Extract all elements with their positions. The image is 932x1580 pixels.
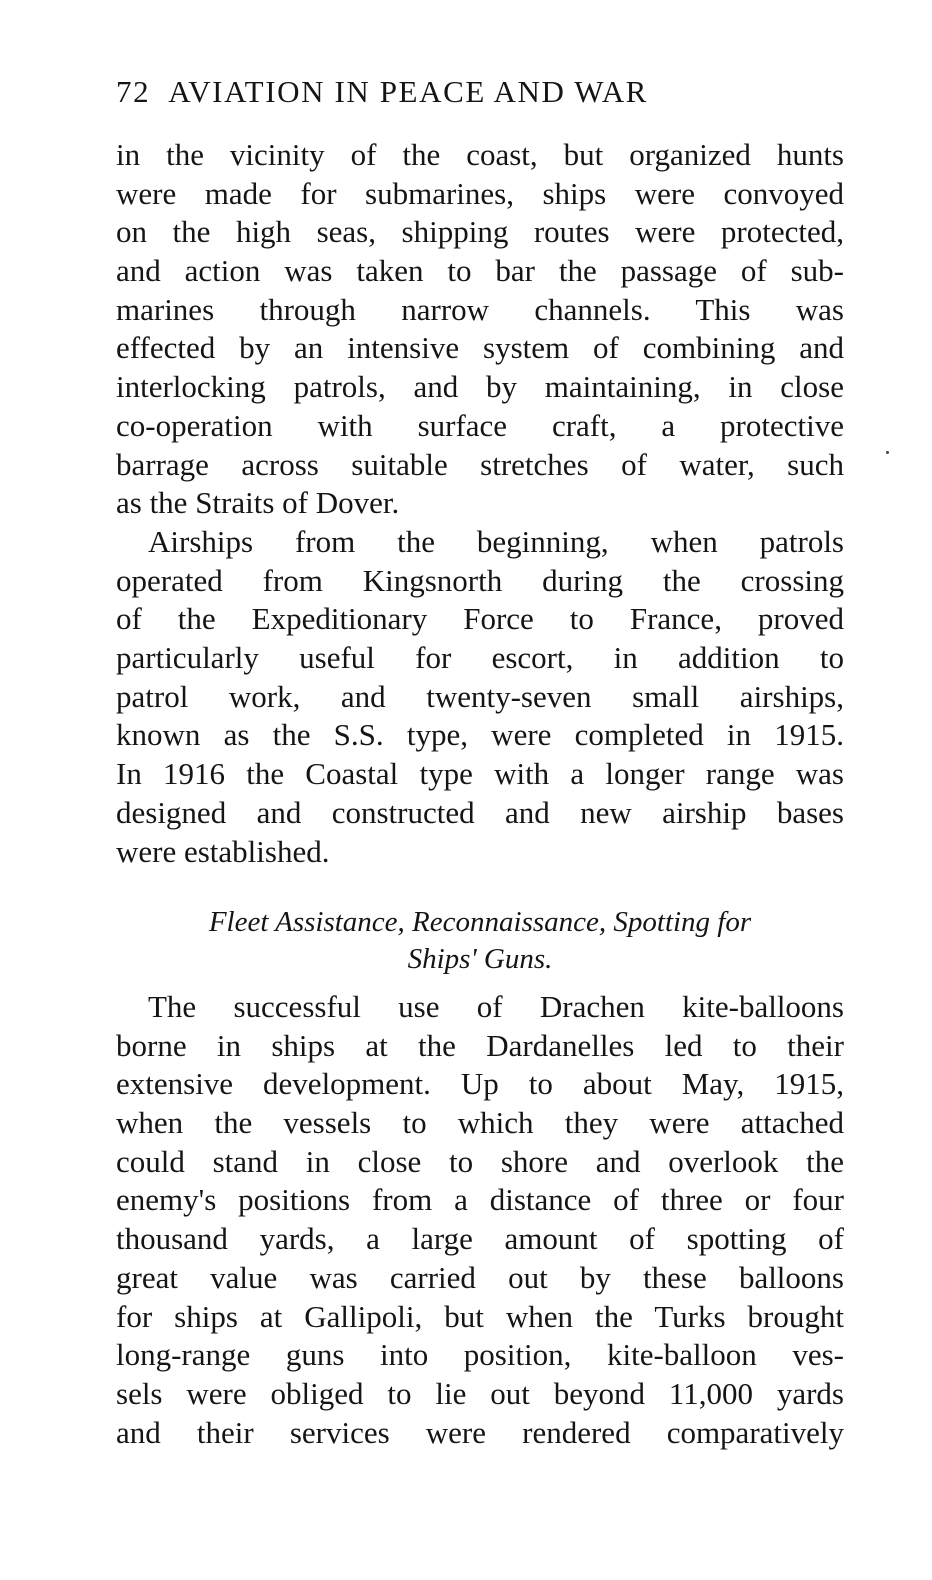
text-line: in the vicinity of the coast, but organized hunts (116, 137, 844, 172)
text-line: co-operation with surface craft, a protective (116, 407, 844, 443)
text-line: interlocking patrols, and by maintaining, in close (116, 369, 844, 405)
paragraph-3 (116, 988, 844, 1452)
section-heading (116, 904, 844, 978)
text-line: The successful use of Drachen kite-balloons (148, 989, 844, 1024)
text-line: extensive development. Up to about May, 1915, (116, 1066, 844, 1102)
text-line: known as the S.S. type, were completed in 1915. (116, 717, 844, 753)
text-line: designed and constructed and new airship bases (116, 794, 844, 830)
text-line: could stand in close to shore and overlook the (116, 1143, 844, 1179)
text-line: were established. (116, 833, 330, 869)
text-line: on the high seas, shipping routes were protected, (116, 214, 844, 250)
text-line: sels were obliged to lie out beyond 11,000 yards (116, 1375, 844, 1411)
text-line: Airships from the beginning, when patrols (148, 524, 844, 559)
running-title: AVIATION IN PEACE AND WAR (168, 74, 648, 109)
text-line: In 1916 the Coastal type with a longer range was (116, 756, 844, 792)
heading-line: Fleet Assistance, Reconnaissance, Spotting for (208, 906, 752, 938)
text-line: effected by an intensive system of combining and (116, 330, 844, 366)
heading-line: Ships' Guns. (407, 943, 553, 975)
text-line: long-range guns into position, kite-balloon ves- (116, 1337, 844, 1373)
scan-speck (886, 451, 889, 454)
text-line: barrage across suitable stretches of water, such (116, 446, 844, 482)
paragraph-1 (116, 136, 844, 523)
text-line: borne in ships at the Dardanelles led to their (116, 1027, 844, 1063)
text-line: operated from Kingsnorth during the crossing (116, 562, 844, 598)
text-line: enemy's positions from a distance of three or four (116, 1182, 844, 1218)
text-line: for ships at Gallipoli, but when the Turks brought (116, 1298, 844, 1334)
paragraph-2 (116, 523, 844, 871)
text-line: and action was taken to bar the passage of sub- (116, 253, 844, 289)
text-line: great value was carried out by these balloons (116, 1259, 844, 1295)
text-line: of the Expeditionary Force to France, proved (116, 601, 844, 637)
text-line: as the Straits of Dover. (116, 485, 400, 521)
text-line: were made for submarines, ships were convoyed (116, 175, 844, 211)
text-line: marines through narrow channels. This was (116, 291, 844, 327)
text-line: particularly useful for escort, in addition to (116, 640, 844, 676)
text-line: and their services were rendered comparatively (116, 1414, 844, 1450)
running-head (116, 72, 846, 112)
text-line: thousand yards, a large amount of spotting of (116, 1221, 844, 1257)
page-number: 72 (116, 74, 151, 109)
text-line: patrol work, and twenty-seven small airships, (116, 678, 844, 714)
text-line: when the vessels to which they were attached (116, 1105, 844, 1141)
